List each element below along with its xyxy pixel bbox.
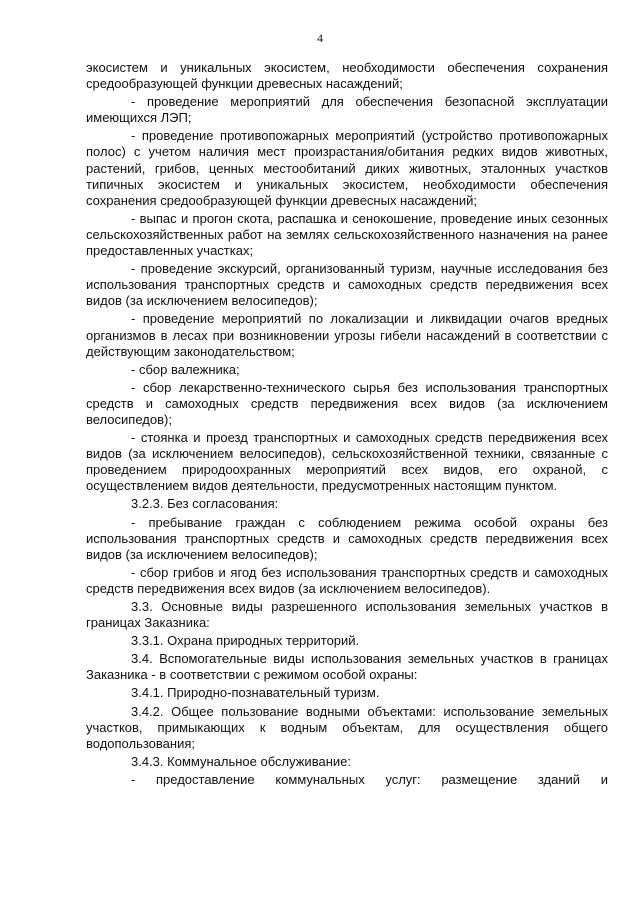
document-body xyxy=(86,60,608,790)
paragraph: - предоставление коммунальных услуг: размещение зданий и xyxy=(131,771,608,787)
paragraph: 3.3.1. Охрана природных территорий. xyxy=(131,633,360,649)
page-number: 4 xyxy=(317,31,323,45)
paragraph: 3.4.3. Коммунальное обслуживание: xyxy=(131,753,351,769)
paragraph: - сбор грибов и ягод без использования транспортных средств и самоходных средств передвижения всех видов (за исключением велосипедов). xyxy=(86,564,608,596)
paragraph: - проведение мероприятий для обеспечения безопасной эксплуатации имеющихся ЛЭП; xyxy=(86,94,608,126)
paragraph: экосистем и уникальных экосистем, необходимости обеспечения сохранения средообразующей функции древесных насаждений; xyxy=(86,60,608,92)
paragraph: 3.4.1. Природно-познавательный туризм. xyxy=(131,685,380,701)
paragraph: - стоянка и проезд транспортных и самоходных средств передвижения всех видов (за исключением велосипедов), сельскохозяйственной техники, связанные с проведением природоохранных мероприятий всех видов, его охраной, с осуществлением видов деятельности, предусмотренных настоящим пунктом. xyxy=(86,430,608,494)
paragraph: - сбор лекарственно-технического сырья без использования транспортных средств и самоходных средств передвижения всех видов (за исключением велосипедов); xyxy=(86,379,608,427)
paragraph: - сбор валежника; xyxy=(131,361,240,377)
paragraph: - проведение мероприятий по локализации и ликвидации очагов вредных организмов в лесах при возникновении угрозы гибели насаждений в соответствии с действующим законодательством; xyxy=(86,311,608,359)
paragraph: 3.4. Вспомогательные виды использования земельных участков в границах Заказника - в соответствии с режимом особой охраны: xyxy=(86,651,608,683)
paragraph: - проведение противопожарных мероприятий (устройство противопожарных полос) с учетом наличия мест произрастания/обитания редких видов животных, растений, грибов, ценных местообитаний диких животных, эталонных участков типичных экосистем и уникальных экосистем, необходимости обеспечения сохранения средообразующей функции древесных насаждений; xyxy=(86,128,608,208)
paragraph: - проведение экскурсий, организованный туризм, научные исследования без использования транспортных средств и самоходных средств передвижения всех видов (за исключением велосипедов); xyxy=(86,261,608,309)
paragraph: 3.3. Основные виды разрешенного использования земельных участков в границах Заказника: xyxy=(86,599,608,631)
paragraph: - выпас и прогон скота, распашка и сенокошение, проведение иных сезонных сельскохозяйственных работ на землях сельскохозяйственного назначения на ранее предоставленных участках; xyxy=(86,210,608,259)
paragraph: 3.2.3. Без согласования: xyxy=(131,496,279,512)
paragraph: 3.4.2. Общее пользование водными объектами: использование земельных участков, примыкающих к водным объектам, для осуществления общего водопользования; xyxy=(86,703,608,751)
paragraph: - пребывание граждан с соблюдением режима особой охраны без использования транспортных средств и самоходных средств передвижения всех видов (за исключением велосипедов); xyxy=(86,514,608,562)
